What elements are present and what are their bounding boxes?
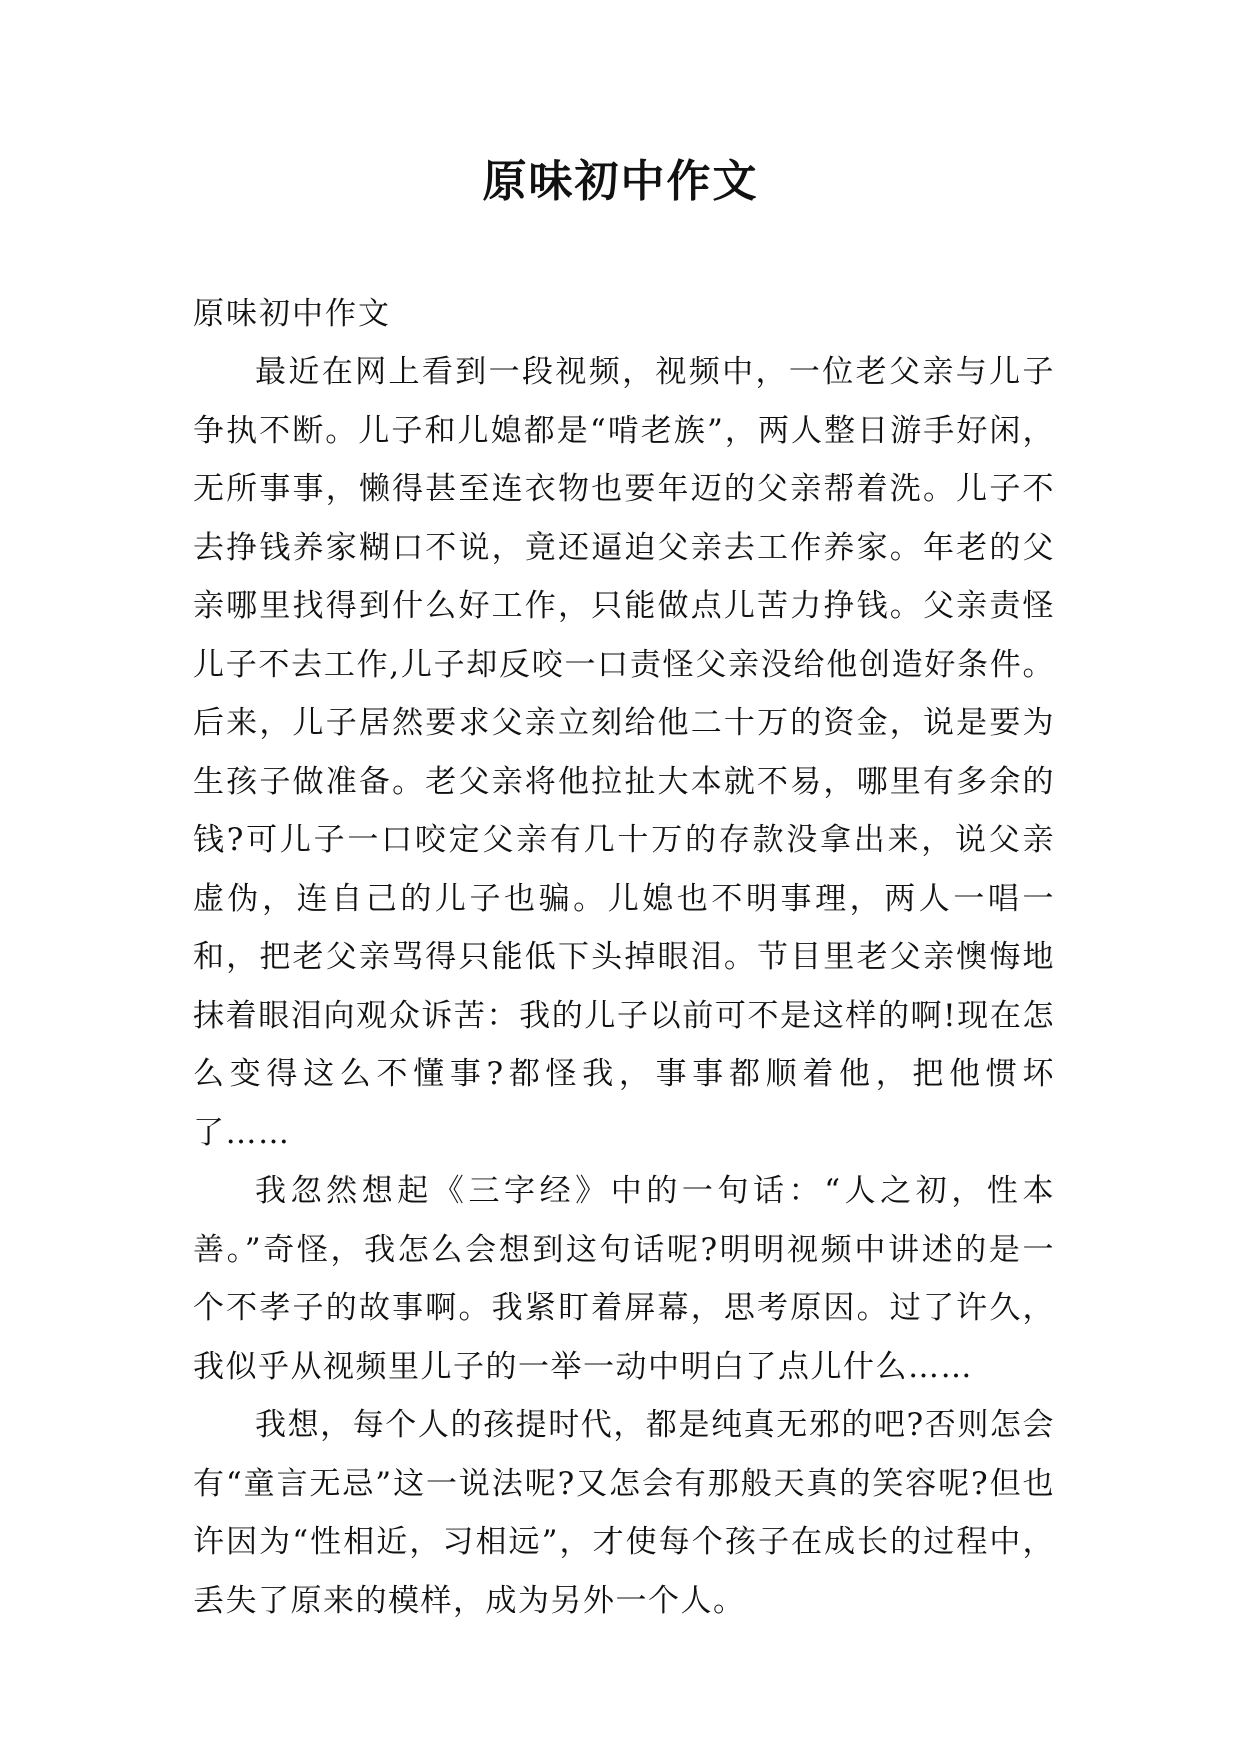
paragraph-2: 我忽然想起《三字经》中的一句话：“人之初，性本善。”奇怪，我怎么会想到这句话呢?明明视频中讲述的是一个不孝子的故事啊。我紧盯着屏幕，思考原因。过了许久，我似乎从视频里儿子的一举一动中明白了点儿什么…… [193, 1173, 1055, 1385]
paragraph-3: 我想，每个人的孩提时代，都是纯真无邪的吧?否则怎会有“童言无忌”这一说法呢?又怎会有那般天真的笑容呢?但也许因为“性相近，习相远”，才使每个孩子在成长的过程中，丢失了原来的模样，成为另外一个人。 [193, 1407, 1055, 1619]
paragraph-1: 最近在网上看到一段视频，视频中，一位老父亲与儿子争执不断。儿子和儿媳都是“啃老族”，两人整日游手好闲，无所事事，懒得甚至连衣物也要年迈的父亲帮着洗。儿子不去挣钱养家糊口不说，竟还逼迫父亲去工作养家。年老的父亲哪里找得到什么好工作，只能做点儿苦力挣钱。父亲责怪儿子不去工作,儿子却反咬一口责怪父亲没给他创造好条件。后来，儿子居然要求父亲立刻给他二十万的资金，说是要为生孩子做准备。老父亲将他拉扯大本就不易，哪里有多余的钱?可儿子一口咬定父亲有几十万的存款没拿出来，说父亲虚伪，连自己的儿子也骗。儿媳也不明事理，两人一唱一和，把老父亲骂得只能低下头掉眼泪。节目里老父亲懊悔地抹着眼泪向观众诉苦：我的儿子以前可不是这样的啊!现在怎么变得这么不懂事?都怪我，事事都顺着他，把他惯坏了…… [193, 354, 1055, 1151]
document-subtitle: 原味初中作文 [193, 296, 391, 332]
document-body [193, 285, 1055, 1630]
document-title: 原味初中作文 [482, 156, 759, 207]
